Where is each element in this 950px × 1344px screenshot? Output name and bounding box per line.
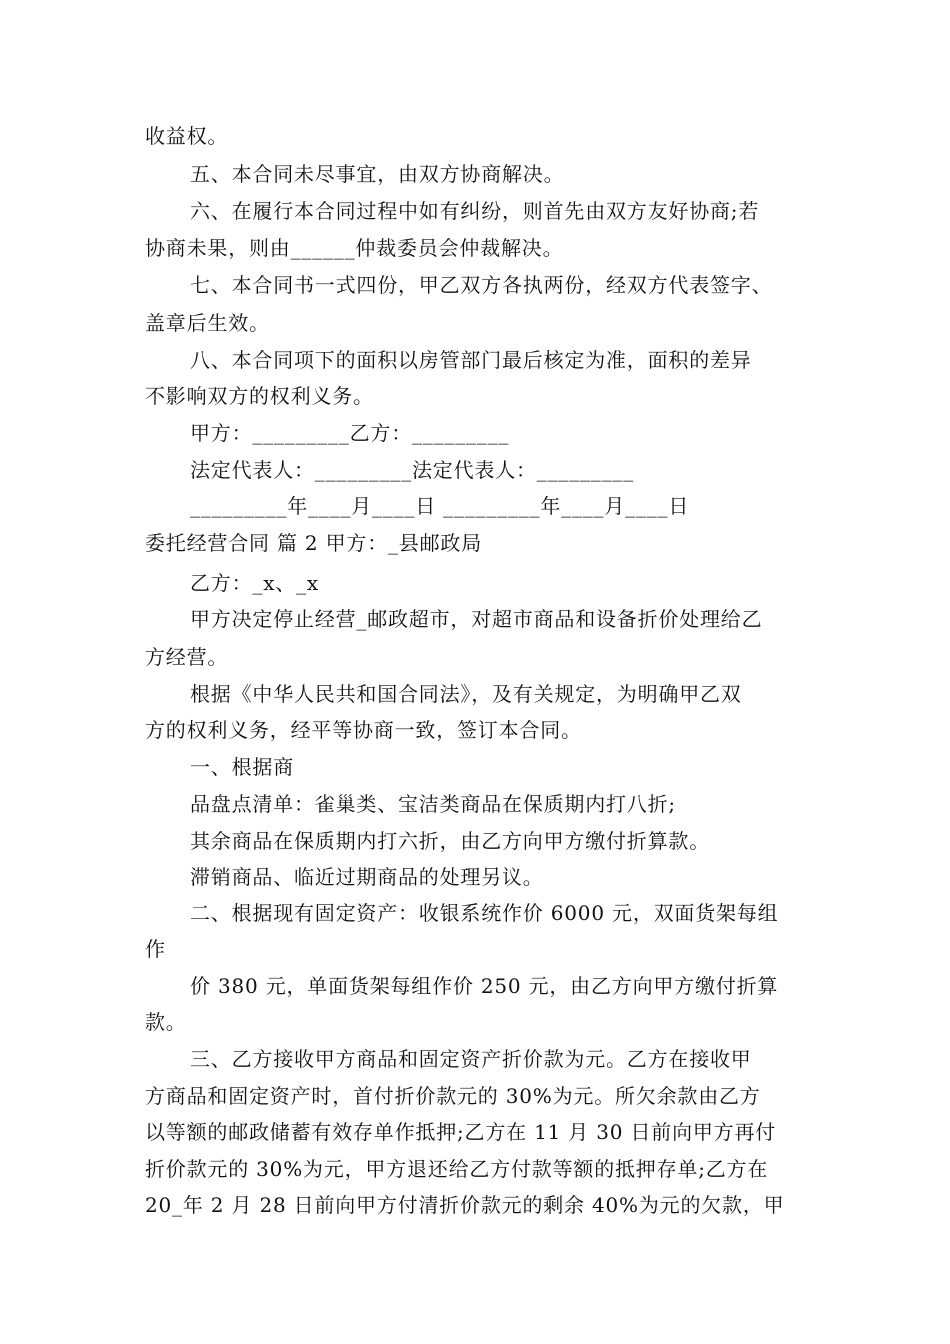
text-line: 折价款元的 30%为元，甲方退还给乙方付款等额的抵押存单;乙方在 — [145, 1157, 769, 1181]
text-line: 乙方：_x、_x — [190, 571, 319, 595]
text-line: 滞销商品、临近过期商品的处理另议。 — [190, 865, 544, 889]
text-line: 二、根据现有固定资产：收银系统作价 6000 元，双面货架每组 — [190, 901, 779, 925]
text-line: 以等额的邮政储蓄有效存单作抵押;乙方在 11 月 30 日前向甲方再付 — [145, 1120, 777, 1144]
signature-line: 法定代表人：_________法定代表人：_________ — [190, 458, 634, 482]
signature-line: 甲方：_________乙方：_________ — [190, 421, 510, 445]
text-line: 八、本合同项下的面积以房管部门最后核定为准，面积的差异 — [190, 348, 752, 372]
text-line: 方经营。 — [145, 645, 229, 669]
text-line: 方的权利义务，经平等协商一致，签订本合同。 — [145, 718, 582, 742]
section-heading: 委托经营合同 篇 2 甲方：_县邮政局 — [145, 531, 482, 555]
text-line: 根据《中华人民共和国合同法》，及有关规定，为明确甲乙双 — [190, 682, 742, 706]
text-line: 款。 — [145, 1010, 187, 1034]
text-line: 方商品和固定资产时，首付折价款元的 30%为元。所欠余款由乙方 — [145, 1084, 761, 1108]
text-line: 甲方决定停止经营_邮政超市，对超市商品和设备折价处理给乙 — [190, 607, 763, 631]
text-line: 七、本合同书一式四份，甲乙双方各执两份，经双方代表签字、 — [190, 273, 773, 297]
text-line: 盖章后生效。 — [145, 311, 270, 335]
text-line: 协商未果，则由______仲裁委员会仲裁解决。 — [145, 236, 564, 260]
text-line: 一、根据商 — [190, 755, 294, 779]
text-line: 五、本合同未尽事宜，由双方协商解决。 — [190, 162, 565, 186]
text-line: 价 380 元，单面货架每组作价 250 元，由乙方向甲方缴付折算 — [190, 974, 779, 998]
text-line: 收益权。 — [145, 124, 229, 148]
text-line: 作 — [145, 937, 166, 961]
date-line: _________年____月____日 _________年____月____日 — [190, 494, 690, 518]
text-line: 三、乙方接收甲方商品和固定资产折价款为元。乙方在接收甲 — [190, 1047, 752, 1071]
text-line: 品盘点清单：雀巢类、宝洁类商品在保质期内打八折; — [190, 792, 676, 816]
text-line: 不影响双方的权利义务。 — [145, 384, 374, 408]
text-line: 六、在履行本合同过程中如有纠纷，则首先由双方友好协商;若 — [190, 199, 760, 223]
text-line: 其余商品在保质期内打六折，由乙方向甲方缴付折算款。 — [190, 829, 710, 853]
text-line: 20_年 2 月 28 日前向甲方付清折价款元的剩余 40%为元的欠款，甲 — [145, 1193, 785, 1217]
